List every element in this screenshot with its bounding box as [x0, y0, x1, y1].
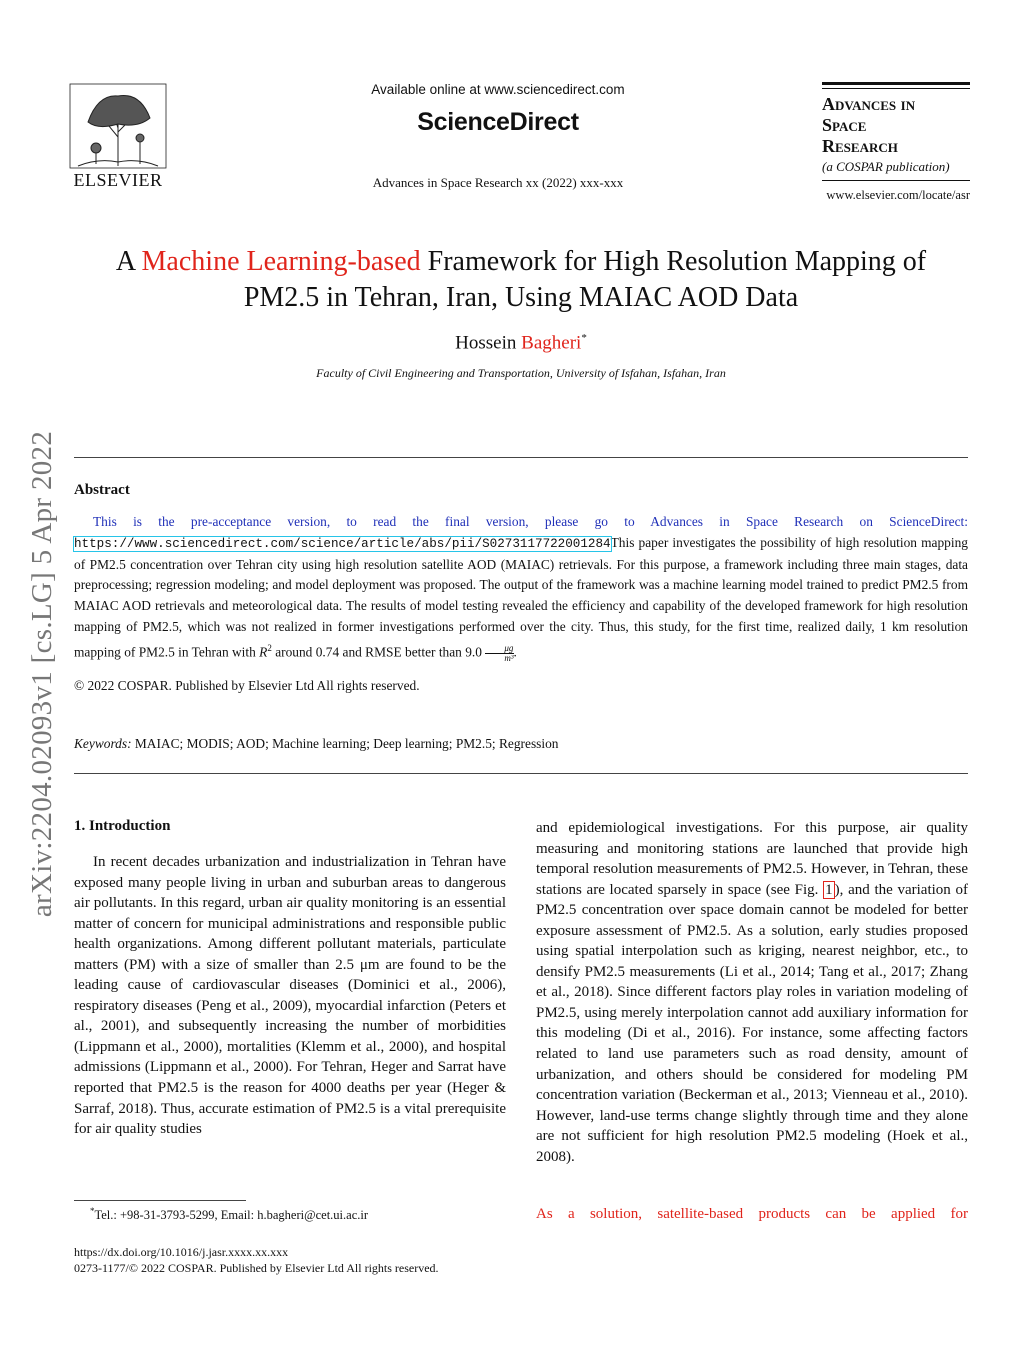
journal-title-line3: Research [822, 136, 898, 156]
abstract-tail: around 0.74 and RMSE better than 9.0 [271, 644, 486, 660]
title-line2: PM2.5 in Tehran, Iran, Using MAIAC AOD Data [243, 282, 799, 313]
footnote-text: Tel.: +98-31-3793-5299, Email: h.bagheri@cet.ui.ac.ir [94, 1208, 369, 1223]
intro-right-paragraph [536, 818, 968, 1167]
abstract-body [74, 512, 968, 663]
author-footnote [90, 1206, 368, 1223]
intro-right-text-b: ), and the variation of PM2.5 concentration over space domain cannot be modeled for better exposure assessment of PM2.5. As a solution, early studies proposed using spatial interpolation such as kriging, nearest neighbor, etc., to densify PM2.5 measurements (Li et al., 2014; Tang et al., 2017; Zhang et al., 2018). Since different factors play roles in variation modeling of PM2.5, using merely interpolation cannot add auxiliary information for this modeling (Di et al., 2016). For instance, some affecting factors related to land use parameters such as road density, amount of urbanization, and others should be considered for modeling PM concentration variation (Beckerman et al., 2013; Vienneau et al., 2010). However, land-use terms change slightly through time and they alone are not sufficient for high resolution PM2.5 modeling (Hoek et al., 2008). [536, 881, 968, 1165]
copyright-notice: © 2022 COSPAR. Published by Elsevier Ltd All rights reserved. [74, 678, 420, 693]
intro-left-paragraph: In recent decades urbanization and industrialization in Tehran have exposed many people living in urban and suburban areas to dangerous air pollutants. In this regard, urban air quality monitoring is an essential matter of concern for municipal administrations and responsible public health organizations. Among different pollutant materials, particulate matters (PM) with a size of smaller than 2.5 μm are found to be the leading cause of cardiovascular diseases (Dominici et al., 2006), respiratory diseases (Peng et al., 2009), myocardial infarction (Peters et al., 2001), and subsequently increasing the number of morbidities (Lippmann et al., 2000), mortalities (Klemm et al., 2000), and hospital admissions (Lippmann et al., 2000). For Tehran, Heger and Sarrat have reported that PM2.5 is the reason for 4000 deaths per year (Heger & Sarraf, 2018). Thus, accurate estimation of PM2.5 is a vital prerequisite for air quality studies [74, 854, 506, 1138]
intro-right-text-a: and epidemiological investigations. For this purpose, air quality measuring and monitoring stations are launched that provide high temporal resolution measurements of PM2.5. However, in Tehran, these stations are located sparsely in space (see Fig. [536, 820, 968, 898]
abstract-text: This paper investigates the possibility of high resolution mapping of PM2.5 concentration over Tehran city using high resolution satellite AOD (MAIAC) retrievals. For this purpose, a framework including three main stages, data preprocessing; regression modeling; and model deployment was proposed. The output of the framework was a machine learning model trained to predict PM2.5 from MAIAC AOD retrievals and meteorological data. The results of model testing revealed the efficiency and capability of the developed framework for high resolution mapping of PM2.5, which was not realized in former investigations performed over the city. Thus, this study, for the first time, realized daily, 1 km resolution mapping of PM2.5 in Tehran with [74, 534, 968, 660]
sciencedirect-brand: ScienceDirect [417, 108, 579, 136]
keywords-label: Keywords: [74, 736, 132, 751]
journal-subtitle: (a COSPAR publication) [822, 159, 950, 174]
journal-title-line1: Advances in [822, 94, 916, 114]
doi-link[interactable]: https://dx.doi.org/10.1016/j.jasr.xxxx.xx.xxx [74, 1245, 289, 1259]
footnote-rule [74, 1200, 246, 1201]
abstract-end-period: . [513, 644, 517, 660]
author-line [74, 332, 968, 354]
unit-fraction [485, 644, 513, 663]
title-highlight: Machine Learning-based [141, 246, 421, 277]
preacceptance-notice: This is the pre-acceptance version, to read the final version, please go to Advances in Space Research on ScienceDirect: [93, 514, 968, 529]
unit-numerator: μg [485, 644, 513, 654]
author-first-name: Hossein [455, 332, 522, 354]
author-last-name: Bagheri [521, 332, 582, 354]
journal-title-line2: Space [822, 115, 867, 135]
journal-title [822, 94, 972, 157]
paper-title [74, 244, 968, 316]
abstract-top-rule [74, 457, 968, 458]
intro-red-continuation: As a solution, satellite-based products can be applied for [536, 1206, 968, 1222]
keywords-bottom-rule [74, 773, 968, 774]
arxiv-stamp: arXiv:2204.02093v1 [cs.LG] 5 Apr 2022 [26, 430, 58, 918]
journal-rule-top-thin [822, 88, 970, 89]
unit-denominator: m³ [504, 652, 514, 663]
journal-issue-line: Advances in Space Research xx (2022) xxx-xxx [372, 175, 624, 190]
r-squared-exponent: 2 [267, 642, 272, 653]
author-footnote-mark[interactable]: * [581, 332, 587, 344]
affiliation: Faculty of Civil Engineering and Transportation, University of Isfahan, Isfahan, Iran [316, 366, 726, 380]
title-part1: A [115, 246, 142, 277]
journal-url-link[interactable]: www.elsevier.com/locate/asr [826, 188, 970, 202]
journal-rule-top [822, 82, 970, 85]
keywords-line [74, 736, 559, 752]
r-squared-symbol: R [259, 644, 268, 660]
footnote-mark: * [90, 1206, 95, 1216]
abstract-heading: Abstract [74, 482, 130, 498]
section-heading: 1. Introduction [74, 818, 171, 834]
keywords-text: MAIAC; MODIS; AOD; Machine learning; Deep learning; PM2.5; Regression [131, 736, 559, 751]
figure-1-link[interactable]: 1 [825, 881, 833, 898]
available-online-link[interactable]: Available online at www.sciencedirect.com [371, 82, 625, 97]
sciencedirect-article-link[interactable]: https://www.sciencedirect.com/science/article/abs/pii/S0273117722001284 [74, 536, 611, 551]
title-part2: Framework for High Resolution Mapping of [420, 246, 927, 277]
journal-rule-bottom [822, 180, 970, 181]
issn-line: 0273-1177/© 2022 COSPAR. Published by Elsevier Ltd All rights reserved. [74, 1261, 439, 1275]
publisher-name: ELSEVIER [73, 170, 163, 190]
